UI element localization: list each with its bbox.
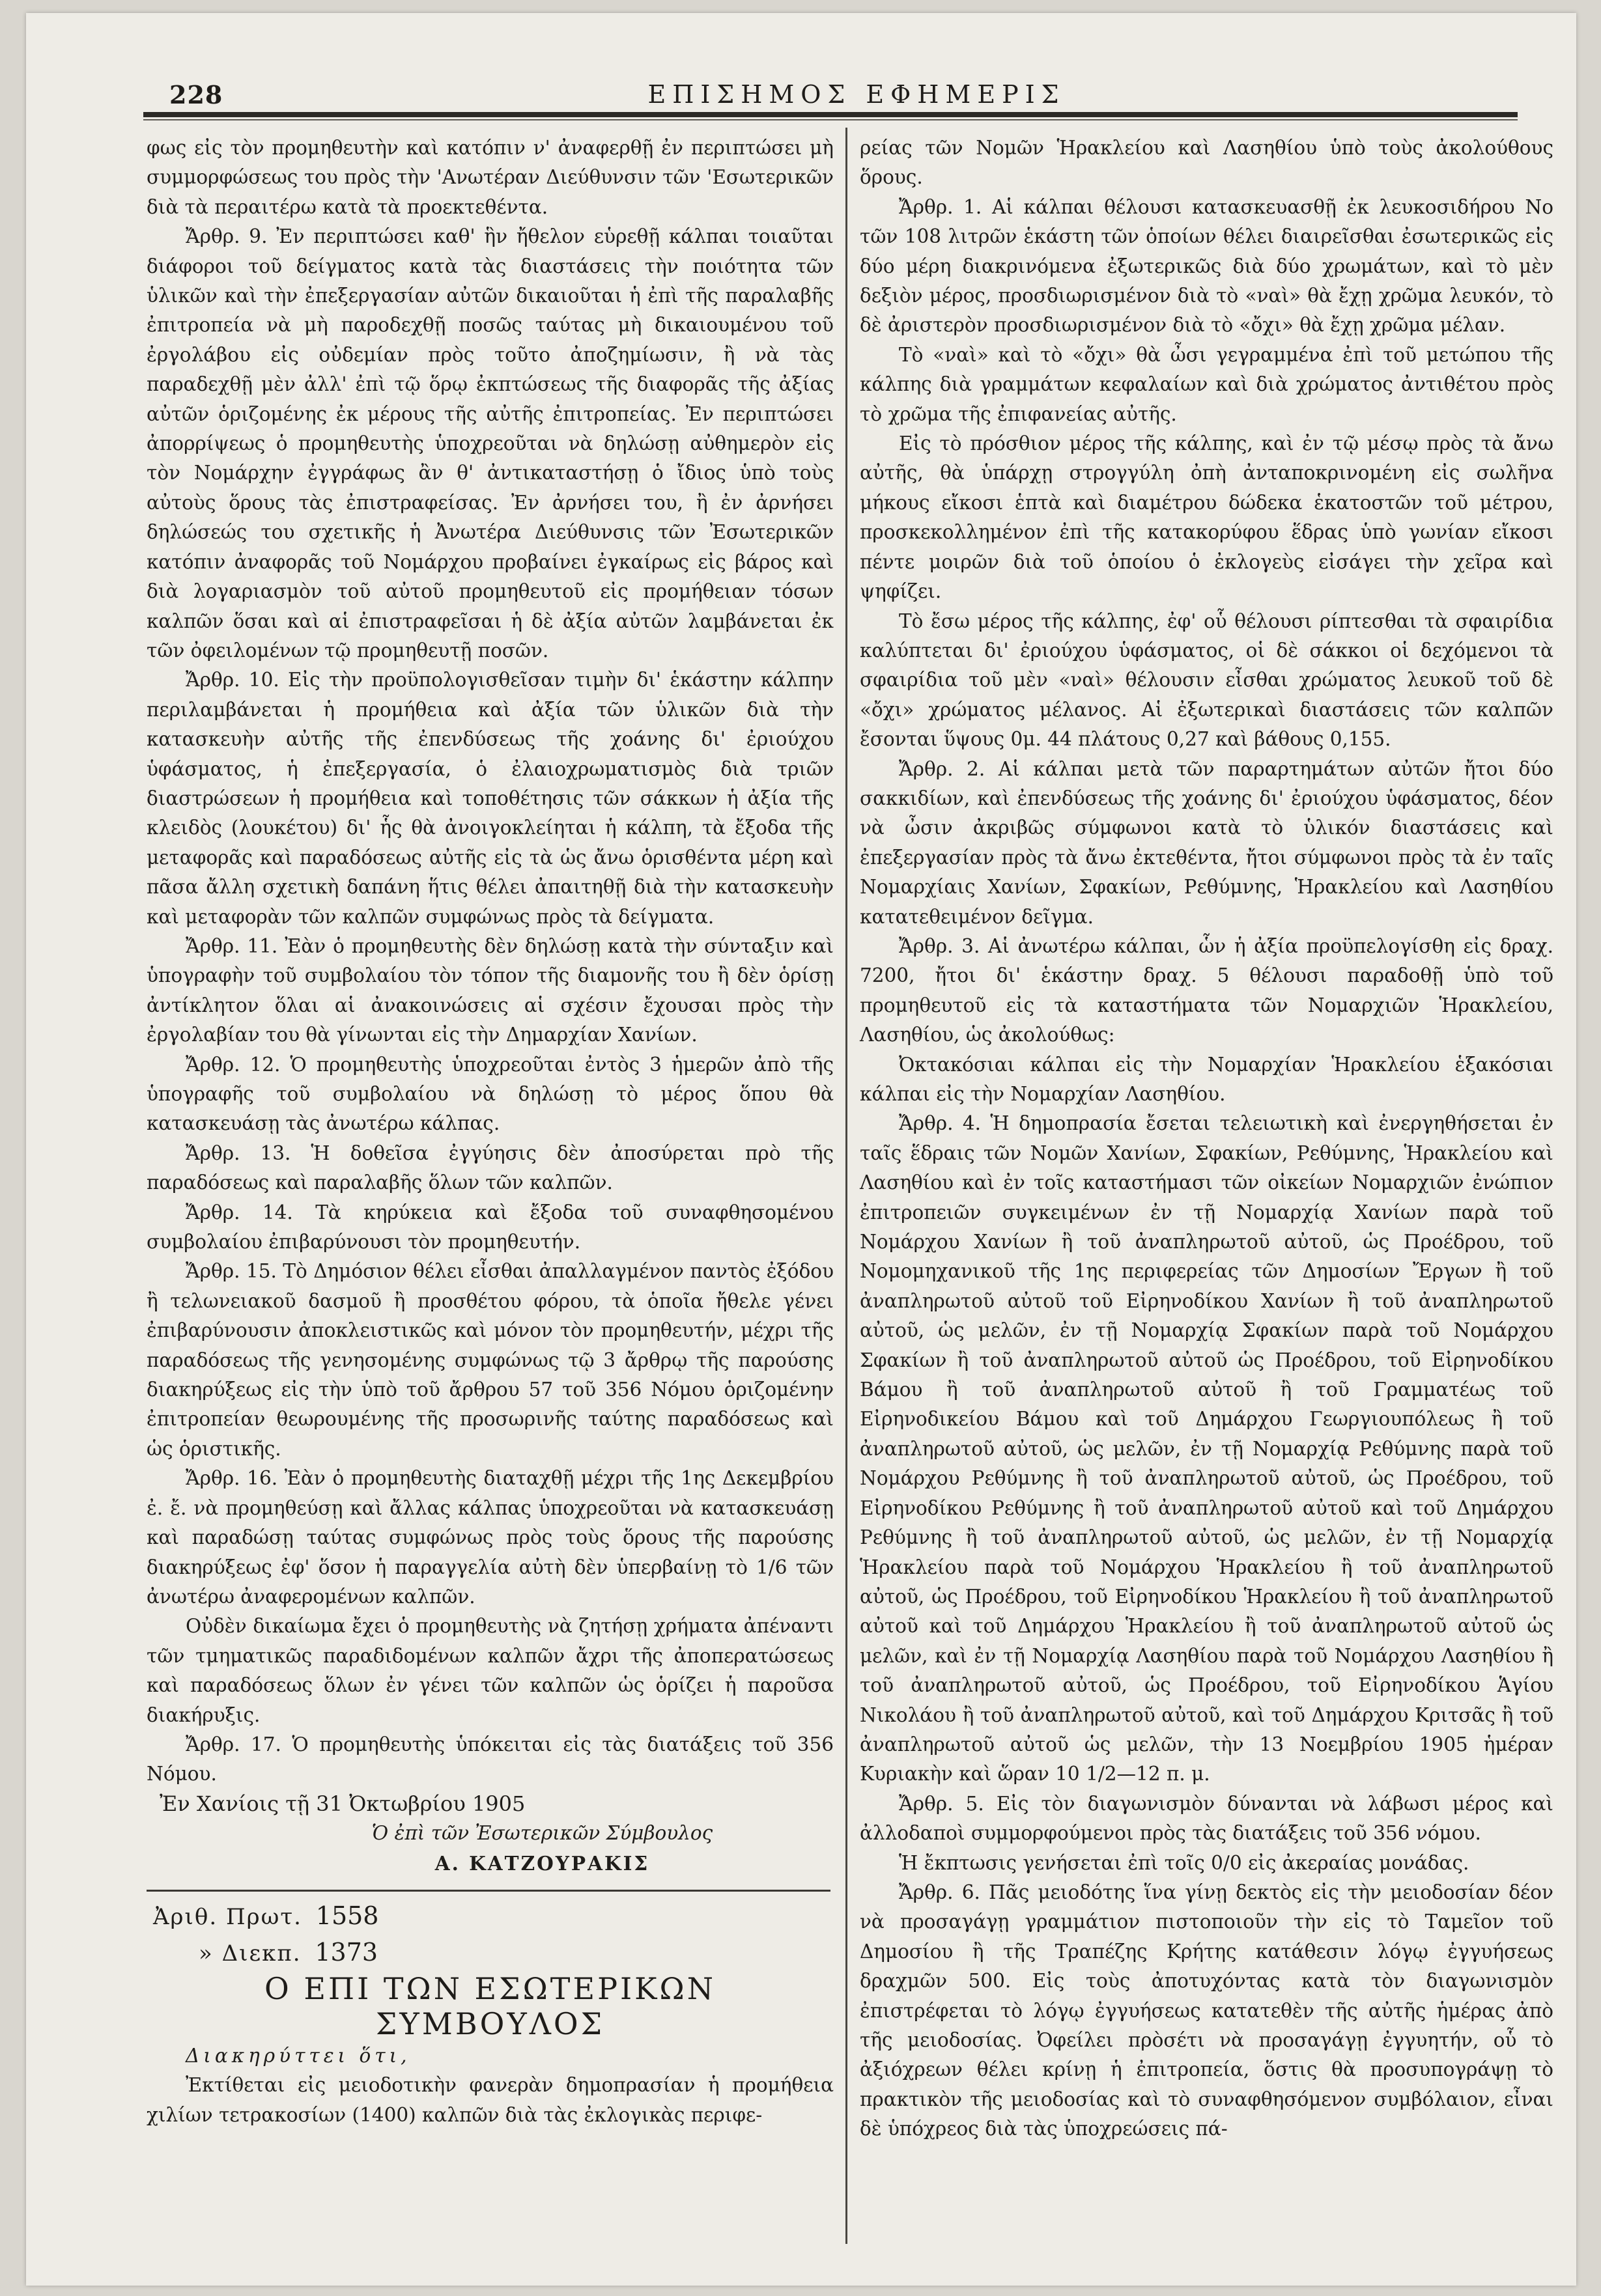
paragraph: φως εἰς τὸν προμηθευτὴν καὶ κατόπιν ν' ἀναφερθῇ ἐν περιπτώσει μὴ συμμορφώσεως του πρὸς τὴν 'Ανωτέραν Διεύθυνσιν τῶν 'Εσωτερικῶν διὰ τὰ περαιτέρω κατὰ τὰ προεκτεθέντα. — [147, 137, 834, 218]
article-9: Ἄρθρ. 9. Ἐν περιπτώσει καθ' ἣν ἤθελον εὑρεθῇ κάλπαι τοιαῦται διάφοροι τοῦ δείγματος κατὰ τὰς διαστάσεις τὴν ποιότητα τῶν ὑλικῶν καὶ τὴν ἐπεξεργασίαν αὐτῶν δικαιοῦται ἡ ἐπὶ τῆς παραλαβῆς ἐπιτροπεία νὰ μὴ παροδεχθῇ ποσῶς ταύτας μὴ δικαιουμένου τοῦ ἐργολάβου εἰς οὐδεμίαν πρὸς τοῦτο ἀποζημίωσιν, ἢ νὰ τὰς παραδεχθῇ μὲν ἀλλ' ἐπὶ τῷ ὅρῳ ἐκπτώσεως τῆς διαφορᾶς τῆς ἀξίας αὐτῶν ὁριζομένης ἐκ μέρους τῆς αὐτῆς ἐπιτροπείας. Ἐν περιπτώσει ἀπορρίψεως ὁ προμηθευτὴς ὑποχρεοῦται νὰ δηλώσῃ αὐθημερὸν εἰς τὸν Νομάρχην ἐγγράφως ἂν θ' ἀντικαταστήσῃ ὁ ἴδιος ὑπὸ τοὺς αὐτοὺς ὅρους τὰς ἐπιστραφείσας. Ἐν ἀρνήσει του, ἢ ἐν ἀρνήσει δηλώσεώς του σχετικῆς ἡ Ἀνωτέρα Διεύθυνσις τῶν Ἐσωτερικῶν κατόπιν ἀναφορᾶς τοῦ Νομάρχου προβαίνει ἐγκαίρως εἰς βάρος καὶ διὰ λογαριασμὸν τοῦ αὐτοῦ προμηθευτοῦ εἰς προμήθειαν τόσων καλπῶν ὅσαι καὶ αἱ ἐπιστραφεῖσαι ἡ δὲ ἀξία αὐτῶν λαμβάνεται ἐκ τῶν ὀφειλομένων τῷ προμηθευτῇ ποσῶν. — [147, 225, 834, 662]
article-5: Ἄρθρ. 5. Εἰς τὸν διαγωνισμὸν δύνανται νὰ λάβωσι μέρος καὶ ἀλλοδαποὶ συμμορφούμενοι πρὸς τὰς διατάξεις τοῦ 356 νόμου. — [860, 1792, 1553, 1845]
closing-paragraph: Ἐκτίθεται εἰς μειοδοτικὴν φανερὰν δημοπρασίαν ἡ προμήθεια χιλίων τετρακοσίων (1400) καλπῶν διὰ τὰς ἐκλογικὰς περιφε- — [147, 2074, 834, 2126]
protocol-number: 1558 — [315, 1901, 379, 1930]
protocol-reference — [147, 1898, 834, 1935]
article-14: Ἄρθρ. 14. Τὰ κηρύκεια καὶ ἔξοδα τοῦ συναφθησομένου συμβολαίου ἐπιβαρύνουσι τὸν προμηθευτήν. — [147, 1201, 834, 1253]
paragraph: Ἡ ἔκπτωσις γενήσεται ἐπὶ τοῖς 0/0 εἰς ἀκεραίας μονάδας. — [899, 1851, 1469, 1874]
section-title: Ο ΕΠΙ ΤΩΝ ΕΣΩΤΕΡΙΚΩΝ ΣΥΜΒΟΥΛΟΣ — [264, 1970, 716, 2041]
article-11: Ἄρθρ. 11. Ἐὰν ὁ προμηθευτὴς δὲν δηλώσῃ κατὰ τὴν σύνταξιν καὶ ὑπογραφὴν τοῦ συμβολαίου τὸν τόπον τῆς διαμονῆς του ἢ δὲν ὁρίσῃ ἀντίκλητον ὅλαι αἱ ἀνακοινώσεις αἱ σχέσιν ἔχουσαι πρὸς τὴν ἐργολαβίαν του θὰ γίνωνται εἰς τὴν Δημαρχίαν Χανίων. — [147, 934, 834, 1046]
article-3: Ἄρθρ. 3. Αἱ ἀνωτέρω κάλπαι, ὧν ἡ ἀξία προϋπελογίσθη εἰς δραχ. 7200, ἤτοι δι' ἑκάστην δραχ. 5 θέλουσι παραδοθῇ ὑπὸ τοῦ προμηθευτοῦ εἰς τὰ καταστήματα τῶν Νομαρχιῶν Ἡρακλείου, Λασηθίου, ὡς ἀκολούθως: — [860, 934, 1553, 1046]
left-column — [147, 133, 834, 2130]
article-17: Ἄρθρ. 17. Ὁ προμηθευτὴς ὑπόκειται εἰς τὰς διατάξεις τοῦ 356 Νόμου. — [147, 1733, 834, 1785]
paragraph: ρείας τῶν Νομῶν Ἡρακλείου καὶ Λασηθίου ὑπὸ τοὺς ἀκολούθους ὅρους. — [860, 137, 1553, 189]
signature-place-date: Ἐν Χανίοις τῇ 31 Ὀκτωβρίου 1905 — [160, 1791, 526, 1816]
paragraph: Οὐδὲν δικαίωμα ἔχει ὁ προμηθευτὴς νὰ ζητήσῃ χρήματα ἀπέναντι τῶν τμηματικῶς παραδιδομένων καλπῶν ἄχρι τῆς ἀποπερατώσεως καὶ παραδόσεως ὅλων ἐν γένει τῶν καλπῶν ὡς ὁρίζει ἡ παροῦσα διακήρυξις. — [147, 1615, 834, 1726]
article-12: Ἄρθρ. 12. Ὁ προμηθευτὴς ὑποχρεοῦται ἐντὸς 3 ἡμερῶν ἀπὸ τῆς ὑπογραφῆς τοῦ συμβολαίου νὰ δηλώσῃ τὸ μέρος ὅπου θὰ κατασκευάσῃ τὰς ἀνωτέρω κάλπας. — [147, 1053, 834, 1135]
running-title: ΕΠΙΣΗΜΟΣ ΕΦΗΜΕΡΙΣ — [647, 80, 1066, 109]
paragraph: Τὸ ἔσω μέρος τῆς κάλπης, ἐφ' οὗ θέλουσι ρίπτεσθαι τὰ σφαιρίδια καλύπτεται δι' ἐριούχου ὑφάσματος, οἱ δὲ σάκκοι οἱ δεχόμενοι τὰ σφαιρίδια τοῦ μὲν «ναὶ» θέλουσιν εἶσθαι χρώματος λευκοῦ τοῦ δὲ «ὄχι» χρώματος μέλανος. Αἱ ἐξωτερικαὶ διαστάσεις τῶν καλπῶν ἔσονται ὕψους 0μ. 44 πλάτους 0,27 καὶ βάθους 0,155. — [860, 609, 1553, 751]
sub-heading: Διακηρύττει ὅτι, — [186, 2044, 411, 2067]
article-1: Ἄρθρ. 1. Αἱ κάλπαι θέλουσι κατασκευασθῇ ἐκ λευκοσιδήρου Νο τῶν 108 λιτρῶν ἑκάστη τῶν ὁποίων θέλει διαιρεῖσθαι ἐσωτερικῶς εἰς δύο μέρη διακρινόμενα ἐξωτερικῶς διὰ δύο χρωμάτων, καὶ τὸ μὲν δεξιὸν μέρος, προσδιωρισμένον διὰ τὸ «ναὶ» θὰ ἔχῃ χρῶμα λευκόν, τὸ δὲ ἀριστερὸν προσδιωρισμένον διὰ τὸ «ὄχι» θὰ ἔχῃ χρῶμα μέλαν. — [860, 195, 1553, 337]
diekp-number: 1373 — [315, 1937, 378, 1967]
paragraph: Ὀκτακόσιαι κάλπαι εἰς τὴν Νομαρχίαν Ἡρακλείου ἑξακόσιαι κάλπαι εἰς τὴν Νομαρχίαν Λασηθίου. — [860, 1053, 1553, 1105]
header-rule — [143, 112, 1518, 117]
signature-role: Ὁ ἐπὶ τῶν Ἐσωτερικῶν Σύμβουλος — [371, 1822, 713, 1845]
article-2: Ἄρθρ. 2. Αἱ κάλπαι μετὰ τῶν παραρτημάτων αὐτῶν ἤτοι δύο σακκιδίων, καὶ ἐπενδύσεως τῆς χοάνης δι' ἐριούχου ὑφάσματος, δέον νὰ ὦσιν ἀκριβῶς σύμφωνοι κατὰ τὸ ὑλικόν διαστάσεις καὶ ἐπεξεργασίαν πρὸς τὰ ἄνω ἐκτεθέντα, ἤτοι σύμφωνοι πρὸς τὰ ἐν ταῖς Νομαρχίαις Χανίων, Σφακίων, Ρεθύμνης, Ἡρακλείου καὶ Λασηθίου κατατεθειμένον δεῖγμα. — [860, 757, 1553, 928]
signature-name: Α. ΚΑΤΖΟΥΡΑΚΙΣ — [434, 1851, 650, 1875]
column-divider — [845, 128, 847, 2244]
protocol-label: Ἀριθ. Πρωτ. — [153, 1903, 302, 1930]
article-16: Ἄρθρ. 16. Ἐὰν ὁ προμηθευτὴς διαταχθῇ μέχρι τῆς 1ης Δεκεμβρίου ἐ. ἔ. νὰ προμηθεύσῃ καὶ ἄλλας κάλπας ὑποχρεοῦται νὰ κατασκευάσῃ καὶ παραδώσῃ ταύτας συμφώνως πρὸς τοὺς ὅρους τῆς παρούσης διακηρύξεως ἐφ' ὅσον ἡ παραγγελία αὐτὴ δὲν ὑπερβαίνῃ τὸ 1/6 τῶν ἀνωτέρω ἀναφερομένων καλπῶν. — [147, 1467, 834, 1608]
reference-numbers — [147, 1898, 834, 1971]
right-column — [860, 133, 1553, 2144]
header-rule-thin — [143, 119, 1518, 120]
paragraph: Εἰς τὸ πρόσθιον μέρος τῆς κάλπης, καὶ ἐν τῷ μέσῳ πρὸς τὰ ἄνω αὐτῆς, θὰ ὑπάρχῃ στρογγύλη ὀπὴ ἀνταποκρινομένη εἰς σωλῆνα μήκους εἴκοσι ἑπτὰ καὶ διαμέτρου δώδεκα ἑκατοστῶν τοῦ μέτρου, προσκεκολλημένον ἐπὶ τῆς κατακορύφου ἕδρας ὑπὸ γωνίαν εἴκοσι πέντε μοιρῶν διὰ τοῦ ὁποίου ὁ ἐκλογεὺς εἰσάγει τὴν χεῖρα καὶ ψηφίζει. — [860, 432, 1553, 603]
section-rule — [147, 1890, 830, 1892]
article-4: Ἄρθρ. 4. Ἡ δημοπρασία ἔσεται τελειωτικὴ καὶ ἐνεργηθήσεται ἐν ταῖς ἕδραις τῶν Νομῶν Χανίων, Σφακίων, Ρεθύμνης, Ἡρακλείου καὶ Λασηθίου καὶ ἐν τοῖς καταστήμασι τῶν οἰκείων Νομαρχιῶν ἐνώπιον ἐπιτροπειῶν συγκειμένων ἐν τῇ Νομαρχίᾳ Χανίων παρὰ τοῦ Νομάρχου Χανίων ἢ τοῦ ἀναπληρωτοῦ αὐτοῦ, ὡς Προέδρου, τοῦ Νομομηχανικοῦ τῆς 1ης περιφερείας τῶν Δημοσίων Ἔργων ἢ τοῦ ἀναπληρωτοῦ αὐτοῦ τοῦ Εἰρηνοδίκου Χανίων ἢ τοῦ ἀναπληρωτοῦ αὐτοῦ, ὡς μελῶν, ἐν τῇ Νομαρχίᾳ Σφακίων παρὰ τοῦ Νομάρχου Σφακίων ἢ τοῦ ἀναπληρωτοῦ αὐτοῦ ὡς Προέδρου, τοῦ Εἰρηνοδίκου Βάμου ἢ τοῦ ἀναπληρωτοῦ αὐτοῦ ἢ τοῦ Γραμματέως τοῦ Εἰρηνοδικείου Βάμου καὶ τοῦ Δημάρχου Γεωργιουπόλεως ἢ τοῦ ἀναπληρωτοῦ αὐτοῦ, ὡς μελῶν, ἐν τῇ Νομαρχίᾳ Ρεθύμνης παρὰ τοῦ Νομάρχου Ρεθύμνης ἢ τοῦ ἀναπληρωτοῦ αὐτοῦ, ὡς Προέδρου, τοῦ Εἰρηνοδίκου Ρεθύμνης ἢ τοῦ ἀναπληρωτοῦ αὐτοῦ καὶ τοῦ Δημάρχου Ρεθύμνης ἢ τοῦ ἀναπληρωτοῦ αὐτοῦ, ὡς μελῶν, ἐν τῇ Νομαρχίᾳ Ἡρακλείου παρὰ τοῦ Νομάρχου Ἡρακλείου ἢ τοῦ ἀναπληρωτοῦ αὐτοῦ, ὡς Προέδρου, τοῦ Εἰρηνοδίκου Ἡρακλείου ἢ τοῦ ἀναπληρωτοῦ αὐτοῦ καὶ τοῦ Δημάρχου Ἡρακλείου ἢ τοῦ ἀναπληρωτοῦ αὐτοῦ ὡς μελῶν, καὶ ἐν τῇ Νομαρχίᾳ Λασηθίου παρὰ τοῦ Νομάρχου Λασηθίου ἢ τοῦ ἀναπληρωτοῦ αὐτοῦ, ὡς Προέδρου, τοῦ Εἰρηνοδίκου Ἁγίου Νικολάου ἢ τοῦ ἀναπληρωτοῦ αὐτοῦ, καὶ τοῦ Δημάρχου Κριτσᾶς ἢ τοῦ ἀναπληρωτοῦ αὐτοῦ ὡς μελῶν, τὴν 13 Νοεμβρίου 1905 ἡμέραν Κυριακὴν καὶ ὥραν 10 1/2—12 π. μ. — [860, 1112, 1553, 1785]
diekp-reference — [147, 1935, 834, 1971]
article-6: Ἄρθρ. 6. Πᾶς μειοδότης ἵνα γίνῃ δεκτὸς εἰς τὴν μειοδοσίαν δέον νὰ προσαγάγῃ γραμμάτιον πιστοποιοῦν τὴν εἰς τὸ Ταμεῖον τοῦ Δημοσίου ἢ τῆς Τραπέζης Κρήτης κατάθεσιν λόγῳ ἐγγυήσεως δραχμῶν 500. Εἰς τοὺς ἀποτυχόντας κατὰ τὸν διαγωνισμὸν ἐπιστρέφεται τὸ λόγῳ ἐγγυήσεως κατατεθὲν τῆς αὐτῆς ἡμέρας ἀπὸ τῆς μειοδοσίας. Ὀφείλει πρὸσέτι νὰ προσαγάγῃ ἐγγυητήν, οὗ τὸ ἀξιόχρεων θέλει κρίνῃ ἡ ἐπιτροπεία, ὅστις θὰ προσυπογράψῃ τὸ πρακτικὸν τῆς μειοδοσίας καὶ τὸ συναφθησόμενον συμβόλαιον, εἶναι δὲ ὑπόχρεος διὰ τὰς ὑποχρεώσεις πά- — [860, 1881, 1553, 2140]
article-10: Ἄρθρ. 10. Εἰς τὴν προϋπολογισθεῖσαν τιμὴν δι' ἑκάστην κάλπην περιλαμβάνεται ἡ προμήθεια καὶ ἀξία τῶν ὑλικῶν διὰ τὴν κατασκευὴν αὐτῆς τῆς ἐπενδύσεως τῆς χοάνης δι' ἐριούχου ὑφάσματος, ἡ ἐπεξεργασία, ὁ ἐλαιοχρωματισμὸς διὰ τριῶν διαστρώσεων ἡ προμήθεια καὶ τοποθέτησις τῶν σάκκων ἡ ἀξία τῆς κλειδὸς (λουκέτου) δι' ἧς θὰ ἀνοιγοκλείηται ἡ κάλπη, τὰ ἔξοδα τῆς μεταφορᾶς καὶ παραδόσεως αὐτῆς εἰς τὰ ὡς ἄνω ὁρισθέντα μέρη καὶ πᾶσα ἄλλη σχετικὴ δαπάνη ἥτις θέλει ἀπαιτηθῇ διὰ τὴν κατασκευὴν καὶ μεταφορὰν τῶν καλπῶν συμφώνως πρὸς τὰ δείγματα. — [147, 669, 834, 928]
article-15: Ἄρθρ. 15. Τὸ Δημόσιον θέλει εἶσθαι ἀπαλλαγμένον παντὸς ἐξόδου ἢ τελωνειακοῦ δασμοῦ ἢ προσθέτου φόρου, τὰ ὁποῖα ἤθελε γένει ἐπιβαρύνουσιν ἀποκλειστικῶς καὶ μόνον τὸν προμηθευτήν, μέχρι τῆς παραδόσεως τῆς γενησομένης συμφώνως τῷ 3 ἄρθρῳ τῆς παρούσης διακηρύξεως εἰς τὴν ὑπὸ τοῦ ἄρθρου 57 τοῦ 356 Νόμου ὁριζομένην ἐπιτροπείαν θεωρουμένης τῆς προσωρινῆς ταύτης παραδόσεως καὶ ὡς ὁριστικῆς. — [147, 1260, 834, 1460]
diekp-label: » Διεκπ. — [199, 1940, 302, 1967]
article-13: Ἄρθρ. 13. Ἡ δοθεῖσα ἐγγύησις δὲν ἀποσύρεται πρὸ τῆς παραδόσεως καὶ παραλαβῆς ὅλων τῶν καλπῶν. — [147, 1141, 834, 1194]
page-number: 228 — [169, 80, 223, 109]
paragraph: Τὸ «ναὶ» καὶ τὸ «ὄχι» θὰ ὦσι γεγραμμένα ἐπὶ τοῦ μετώπου τῆς κάλπης διὰ γραμμάτων κεφαλαίων καὶ διὰ χρώματος ἀντιθέτου πρὸς τὸ χρῶμα τῆς ἐπιφανείας αὐτῆς. — [860, 343, 1553, 425]
